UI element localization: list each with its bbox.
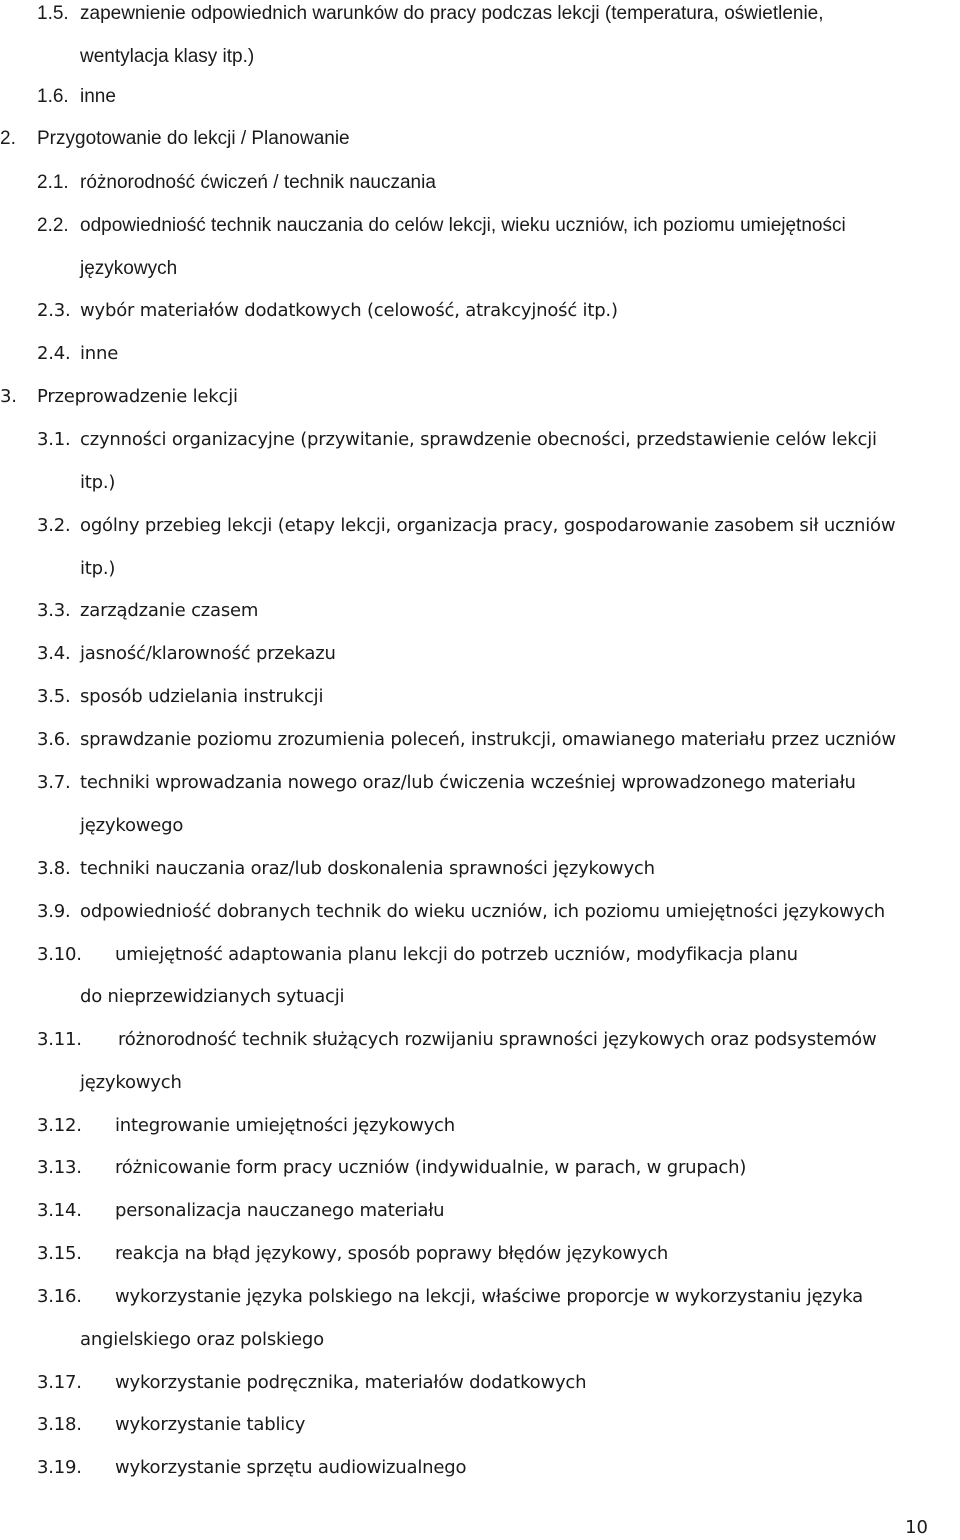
item-number: 3.15.	[37, 1243, 82, 1264]
item-text: itp.)	[80, 472, 116, 493]
item-number: 3.8.	[37, 858, 71, 879]
item-text: personalizacja nauczanego materiału	[115, 1200, 445, 1221]
item-number: 3.9.	[37, 901, 71, 922]
page-number: 10	[905, 1517, 928, 1538]
item-text: odpowiedniość dobranych technik do wieku uczniów, ich poziomu umiejętności językowych	[80, 901, 885, 922]
item-number: 2.2.	[37, 215, 69, 236]
item-number: 3.4.	[37, 643, 71, 664]
item-text: wykorzystanie sprzętu audiowizualnego	[115, 1457, 467, 1478]
item-number: 3.3.	[37, 600, 71, 621]
item-text: ogólny przebieg lekcji (etapy lekcji, organizacja pracy, gospodarowanie zasobem sił uczniów	[80, 515, 896, 536]
item-number: 3.5.	[37, 686, 71, 707]
item-text: odpowiedniość technik nauczania do celów lekcji, wieku uczniów, ich poziomu umiejętności	[80, 215, 846, 236]
item-text: zarządzanie czasem	[80, 600, 259, 621]
item-number: 2.3.	[37, 300, 71, 321]
item-text: wentylacja klasy itp.)	[80, 46, 255, 67]
item-number: 3.16.	[37, 1286, 82, 1307]
item-text: integrowanie umiejętności językowych	[115, 1115, 455, 1136]
item-text: wykorzystanie tablicy	[115, 1414, 306, 1435]
item-text: jasność/klarowność przekazu	[80, 643, 336, 664]
item-number: 3.17.	[37, 1372, 82, 1393]
item-number: 3.18.	[37, 1414, 82, 1435]
section-title: Przeprowadzenie lekcji	[37, 386, 238, 407]
item-number: 3.6.	[37, 729, 71, 750]
item-text: techniki wprowadzania nowego oraz/lub ćwiczenia wcześniej wprowadzonego materiału	[80, 772, 856, 793]
item-number: 3.11.	[37, 1029, 82, 1050]
item-text: językowego	[80, 815, 184, 836]
item-text: językowych	[80, 258, 178, 279]
item-number: 3.7.	[37, 772, 71, 793]
item-text: różnorodność technik służących rozwijaniu sprawności językowych oraz podsystemów	[118, 1029, 877, 1050]
item-number: 1.5.	[37, 3, 69, 24]
item-text: wykorzystanie podręcznika, materiałów dodatkowych	[115, 1372, 587, 1393]
item-number: 3.12.	[37, 1115, 82, 1136]
item-text: różnorodność ćwiczeń / technik nauczania	[80, 172, 436, 193]
item-text: do nieprzewidzianych sytuacji	[80, 986, 345, 1007]
item-text: techniki nauczania oraz/lub doskonalenia sprawności językowych	[80, 858, 655, 879]
item-number: 2.4.	[37, 343, 71, 364]
item-text: sprawdzanie poziomu zrozumienia poleceń, instrukcji, omawianego materiału przez uczniów	[80, 729, 896, 750]
item-text: językowych	[80, 1072, 182, 1093]
item-text: inne	[80, 86, 116, 107]
item-number: 1.6.	[37, 86, 69, 107]
section-title: Przygotowanie do lekcji / Planowanie	[37, 128, 350, 149]
item-text: sposób udzielania instrukcji	[80, 686, 324, 707]
item-text: angielskiego oraz polskiego	[80, 1329, 324, 1350]
item-text: umiejętność adaptowania planu lekcji do potrzeb uczniów, modyfikacja planu	[115, 944, 798, 965]
item-text: reakcja na błąd językowy, sposób poprawy błędów językowych	[115, 1243, 669, 1264]
item-text: zapewnienie odpowiednich warunków do pracy podczas lekcji (temperatura, oświetlenie,	[80, 3, 824, 24]
section-number: 2.	[0, 128, 16, 149]
item-text: czynności organizacyjne (przywitanie, sprawdzenie obecności, przedstawienie celów lekcji	[80, 429, 877, 450]
item-text: inne	[80, 343, 119, 364]
item-text: różnicowanie form pracy uczniów (indywidualnie, w parach, w grupach)	[115, 1157, 747, 1178]
item-text: wybór materiałów dodatkowych (celowość, atrakcyjność itp.)	[80, 300, 618, 321]
item-number: 3.1.	[37, 429, 71, 450]
item-number: 2.1.	[37, 172, 69, 193]
item-text: itp.)	[80, 558, 116, 579]
item-number: 3.13.	[37, 1157, 82, 1178]
item-number: 3.10.	[37, 944, 82, 965]
section-number: 3.	[0, 386, 17, 407]
item-number: 3.19.	[37, 1457, 82, 1478]
item-number: 3.2.	[37, 515, 71, 536]
item-number: 3.14.	[37, 1200, 82, 1221]
item-text: wykorzystanie języka polskiego na lekcji, właściwe proporcje w wykorzystaniu języka	[115, 1286, 863, 1307]
